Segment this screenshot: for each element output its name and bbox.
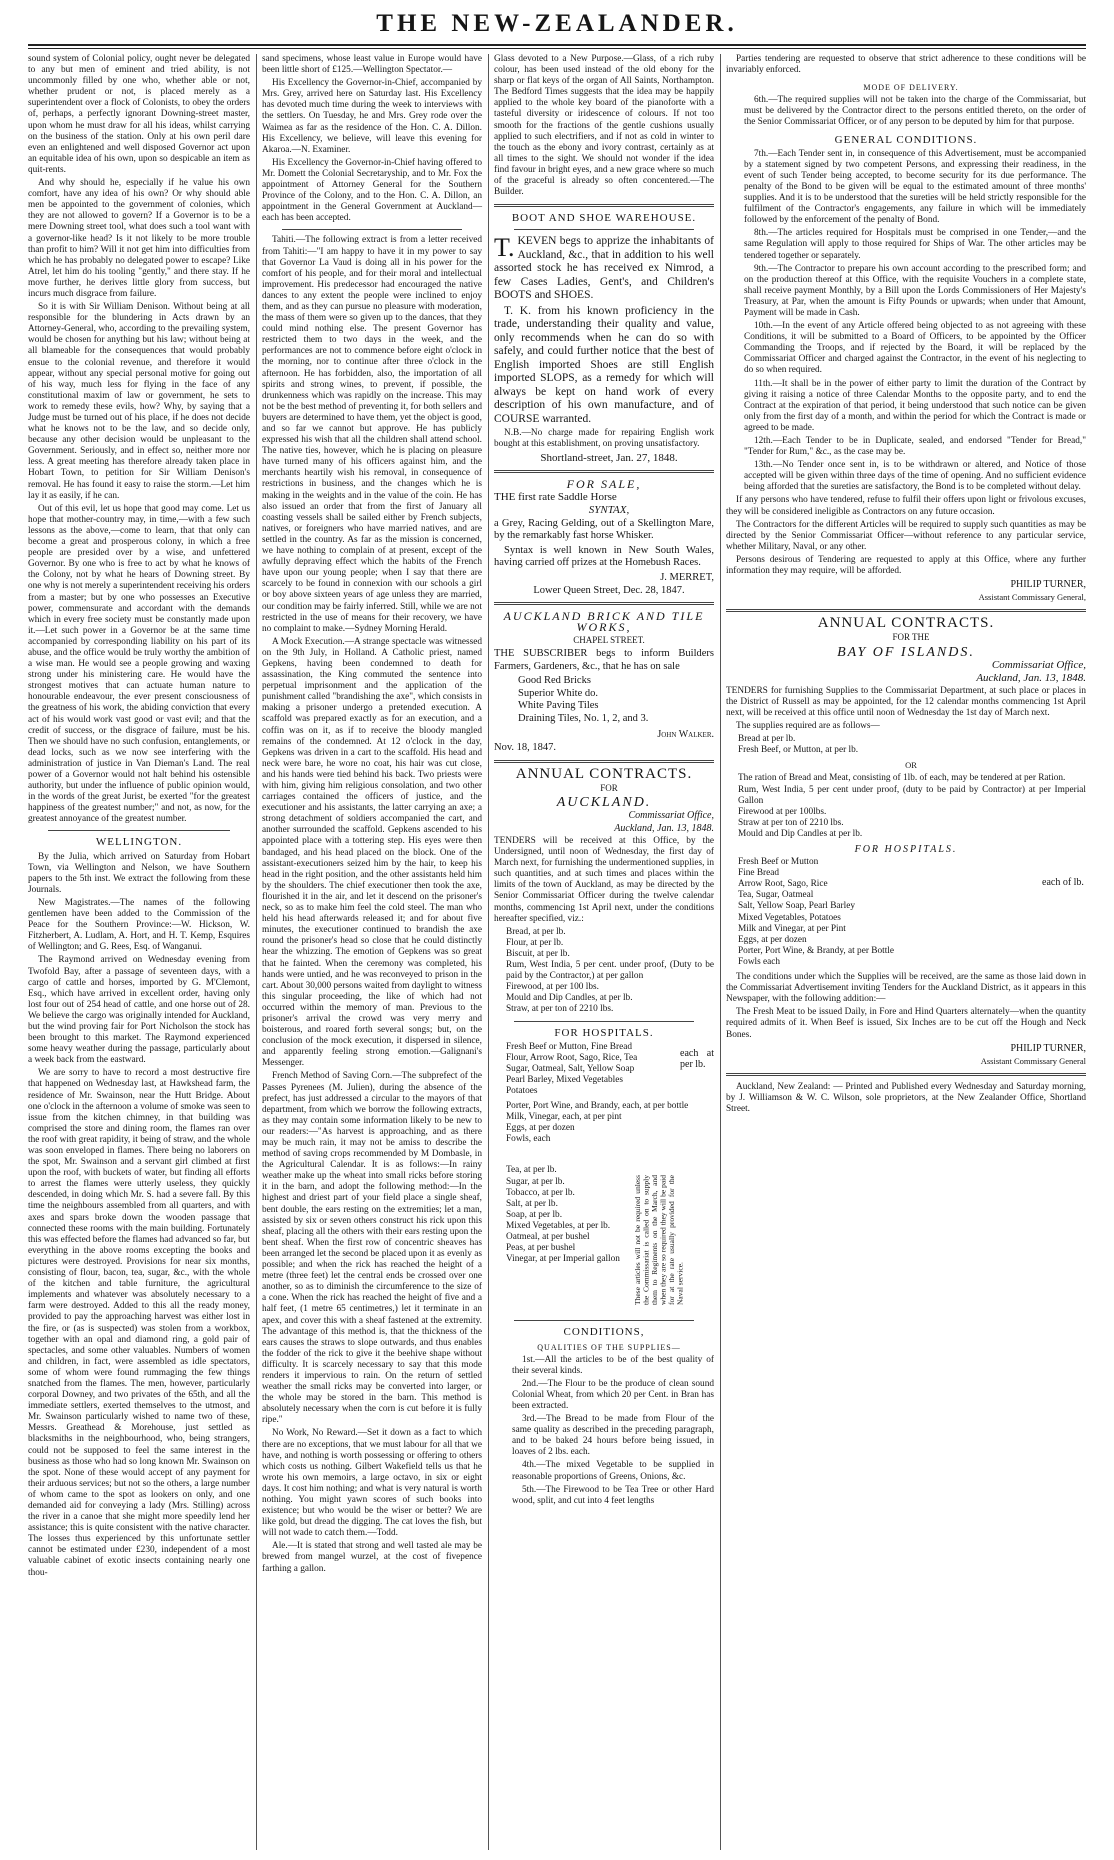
list-item: Rum, West India, 5 per cent under proof, (duty to be paid by Contractor) at per Imperial Gallon (738, 784, 1086, 806)
divider (726, 609, 1086, 612)
list-item: Sugar, Oatmeal, Salt, Yellow Soap (506, 1063, 635, 1074)
list-item: Salt, at per lb. (506, 1198, 558, 1209)
condition-item: 8th.—The articles required for Hospitals must be comprised in one Tender,—and the same Regulation will apply to those required for Ships of War. The other articles may be tendered together or separately. (744, 228, 1086, 261)
ad-annual-place: AUCKLAND. (556, 794, 652, 810)
list-item: Fowls each (738, 956, 781, 967)
conditions-heading: CONDITIONS, (563, 1326, 645, 1339)
bay-supplies-list-2 (738, 773, 1086, 840)
condition-item: If any persons who have tendered, refuse to fulfil their offers upon light or frivolous excuses, they will be considered ineligible as Contractors on any future occasion. (726, 495, 1086, 517)
list-item: Mould and Dip Candles at per lb. (738, 828, 863, 839)
hospitals-list (506, 1042, 714, 1097)
mode-delivery-heading: MODE OF DELIVERY. (863, 83, 959, 93)
list-item: Eggs, at per dozen (738, 934, 807, 945)
brace-label: each at per lb. (680, 1047, 714, 1070)
list-item: Milk and Vinegar, at per Pint (738, 923, 846, 934)
condition-item: 13th.—No Tender once sent in, is to be withdrawn or altered, and Notice of those accepted will be given within three days of the time of opening. And no sufficient evidence being afforded that the sureties are satisfactory, the Bond is to be completed without delay. (744, 460, 1086, 493)
article-paragraph: And why should he, especially if he value his own comfort, have any idea of his own? Or why should able men be appointed to the government of colonies, which they are not allowed to govern? If a Governor is to be a mere Downing street tool, what does such a tool want with a governor-like head? Is it not likely to be more trouble than profit to him? Will it not get him into difficulties from which he has probably no delegated power to escape? Like Atrel, let him do his tooling "gently," and there stay. If he move further, he derives little glory from success, but incurs much disgrace from failure. (28, 178, 250, 299)
ad-brick-date: Nov. 18, 1847. (494, 742, 557, 754)
condition-item: 10th.—In the event of any Article offered being objected to as not agreeing with these Conditions, it will be submitted to a Board of Officers, to be appointed by the Officer Commanding the Troops, and if rejected by the Board, it will be replaced by the Commissariat Officer and charged against the Contractor, in the event of his neglecting to do so when required. (744, 321, 1086, 376)
column-4 (726, 54, 1086, 1850)
list-item: Porter, Port Wine, & Brandy, at per Bottle (738, 945, 894, 956)
list-item: Sugar, at per lb. (506, 1176, 565, 1187)
article-paragraph: The Raymond arrived on Wednesday evening from Twofold Bay, after a passage of seventeen days, with a cargo of cattle and horses, imported by G. M'Clemont, Esq., which have arrived in excellent order, having only lost four out of 254 head of cattle, and one horse out of 28. We believe the cargo was originally intended for Auckland, but the wind proving fair for Port Nicholson the stock has been brought to this market. The Raymond experienced some heavy weather during the passage, particularly about a week back from the eastward. (28, 955, 250, 1066)
ad-bay-tail: The Fresh Meat to be issued Daily, in Fore and Hind Quarters alternately—when the quantity required admits of it. When Beef is issued, Six Inches are to be cut off the Hough and Neck Bones. (726, 1007, 1086, 1040)
ad-bay-intro: The supplies required are as follows— (736, 721, 880, 732)
ad-heading-boot-shoe: BOOT AND SHOE WAREHOUSE. (511, 212, 697, 225)
hospitals-heading: FOR HOSPITALS. (554, 1026, 654, 1039)
ad-sale-horse-name: SYNTAX, (588, 503, 630, 516)
ad-boot-date: Shortland-street, Jan. 27, 1848. (540, 451, 678, 464)
ad-bay-tail: The conditions under which the Supplies will be received, are the same as those laid down in the Commissariat Advertisement inviting Tenders for the Auckland District, as it appears in this Newspaper, with the following addition:— (726, 972, 1086, 1005)
ad-heading-for-sale: FOR SALE, (566, 476, 642, 491)
ad-boot-text: KEVEN begs to apprize the inhabitants of Auckland, &c., that in addition to his well assorted stock he has received ex Nimrod, a few Cases Ladies, Gent's, and Children's BOOTS and SHOES. (494, 235, 714, 302)
masthead: THE NEW-ZEALANDER. (376, 10, 738, 37)
condition-item: 12th.—Each Tender to be in Duplicate, sealed, and endorsed "Tender for Bread," "Tender for Rum," &c., as the case may be. (744, 436, 1086, 458)
ad-bay-body: TENDERS for furnishing Supplies to the Commissariat Department, at such place or places in the District of Russell as may be appointed, for the 12 calendar months commencing 1st April next, will be received at this office until noon of Wednesday the 1st day of March next. (726, 685, 1086, 718)
column-2 (262, 54, 482, 1850)
article-paragraph: We are sorry to have to record a most destructive fire that happened on Wednesday last, at Hawkshead farm, the residence of Mr. Swainson, near the Hutt Bridge. About one o'clock in the afternoon a volume of smoke was seen to issue from the kitchen chimney, in that building was comprised the store and dining room, the flames ran over the roof with great rapidity, it being of straw, and the whole was soon enveloped in flames. There being no laborers on the spot, Mr. Swainson and a servant girl climbed at first upon the roof, with buckets of water, but finding all efforts to arrest the flames were utterly useless, they quickly descended, in doing which Mr. S. had a severe fall. By this time the neighbours assembled from all quarters, and with axes and spars broke down the wooden passage that connected these rooms with the main building. Fortunately this was effected before the flames had advanced so far, but everything in the above rooms excepting the books and pictures were destroyed. Provisions for near six months, consisting of flour, bacon, tea, sugar, &c., with the whole of the kitchen and table furniture, the agricultural implements and whatever was absolutely necessary to a farm were destroyed. Added to this all the ready money, provided to pay the approaching harvest was either lost in the fire, or (as is suspected) was stolen from a workbox, together with an opal and diamond ring, a gold pair of spectacles, and some other valuables. Numbers of women and children, in fact, were assembled as idle spectators, some of whom were found rummaging the few things snatched from the flames. The men, however, particularly corporal Downey, and two privates of the 65th, and all the immediate settlers, exerted themselves to the utmost, and Mr. Swainson particularly wished to name two of these, Messrs. Greathead & Morehouse, just settled as blacksmiths in the neighbourhood, who, being strangers, could not be supposed to feel the same interest in the business as those who had so long known Mr. Swainson on the spot. None of these would accept of any payment for their arduous services; but not so the others, a large number of whom came to the spot as lookers on only, and one demanded aid for conveying a lady (Mrs. Stilling) across the river in a canoe that she might more speedily lend her assistance; this is quite consistent with the native character. The losses thus experienced by this unfortunate settler cannot be estimated under £230, independent of a most valuable cabinet of exotic insects containing nearly one thou- (28, 1068, 250, 1578)
list-item: Vinegar, at per Imperial gallon (506, 1254, 620, 1265)
article-paragraph: sound system of Colonial policy, ought never be delegated to any but men of eminent and tried ability, is not uncommonly filled by one who, whether able or not, whether prudent or not, is placed merely as a superintendent over a flock of Colonists, to obey the orders of, perhaps, a perfectly ignorant Downing-street master, upon whom he must draw for all his ideas, whilst carrying on the business of the station. Only at his own peril dare even an enlightened and well disposed Governor act upon an equitable idea of his own, upon so despicable an item as quit-rents. (28, 54, 250, 175)
article-mock-execution: A Mock Execution.—A strange spectacle was witnessed on the 9th July, in Holland. A Catholic priest, named Gepkens, having been condemned to death for assassination, the King commuted the sentence into perpetual imprisonment and the application of the punishment called "brandishing the axe", which consists in making a prisoner undergo a pretended execution. A scaffold was prepared exactly as for an execution, and a coffin was on it, as if to receive the bloody mangled remains of the condemned. At 12 o'clock in the day, Gepkens was driven in a cart to the scaffold. His head and neck were bare, he wore no coat, his hair was cut close, and his hands were tied behind his back. Two priests were with him, giving him religious consolation, and two other carriages contained the officers of justice, and the executioner and his assistants, the latter carrying an axe; a strong detachment of soldiers accompanied the cart, and another surrounded the scaffold. Gepkens ascended to his appointed place with a tottering step. His eyes were then bandaged, and his head placed on the block. One of the assistant-executioners seized him by the hair, to keep his head in the right position, and the other assistants held him by the shoulders. The chief executioner then took the axe, flourished it in the air, and let it descend on the prisoner's neck, so as to make him feel the cold steel. The man who held his head afterwards released it; and for about five minutes, the executioner continued to brandish the axe round the prisoner's head so close that he could distinctly hear the whizzing. The emotion of Gepkens was so great that he fainted. When the ceremony was completed, his hands were untied, and he was reconveyed to prison in the cart. About 30,000 persons waited from daylight to witness this singular proceeding, the like of which had not occurred within the memory of man. Previous to the prisoner's arrival the crowd was very merry and boisterous, and roared forth several songs; but, on the conclusion of the mock execution, it dispersed in silence, and apparently feeling strong emotion.—Galignani's Messenger. (262, 636, 482, 1069)
list-item: The ration of Bread and Meat, consisting of 1lb. of each, may be tendered at per Ration. (738, 773, 1066, 784)
list-item: Fine Bread (738, 868, 780, 879)
ad-brick-body: THE SUBSCRIBER begs to inform Builders Farmers, Gardeners, &c., that he has on sale (494, 648, 714, 672)
divider (726, 1073, 1086, 1076)
ad-boot-body (494, 235, 714, 303)
ad-annual-for: FOR (600, 782, 618, 793)
divider (514, 229, 694, 230)
divider (48, 830, 230, 831)
bay-hospitals-list (738, 857, 1086, 968)
general-conditions-heading: GENERAL CONDITIONS. (834, 133, 978, 146)
list-item: Oatmeal, at per bushel (506, 1232, 590, 1242)
list-item: Fresh Beef or Mutton, Fine Bread (506, 1041, 633, 1052)
ad-heading-annual-contracts-bay: ANNUAL CONTRACTS. (817, 615, 995, 632)
list-item: White Paving Tiles (518, 700, 599, 712)
list-item: Tea, Sugar, Oatmeal (738, 890, 814, 901)
list-item: Straw at per ton of 2210 lbs. (738, 817, 844, 828)
list-item: Flour, Arrow Root, Sago, Rice, Tea (506, 1052, 638, 1063)
list-item: Firewood, at per 100 lbs. (506, 982, 599, 993)
divider (494, 470, 714, 473)
list-item: Superior White do. (518, 687, 599, 699)
condition-item: The Contractors for the different Articles will be required to supply such quantities as may be directed by the Senior Commissariat Officer—without reference to any particular service, whether Military, Naval, or any other. (726, 519, 1086, 552)
list-item: Mould and Dip Candles, at per lb. (506, 993, 633, 1004)
condition-item: 2nd.—The Flour to be the produce of clean sound Colonial Wheat, from which 20 per Cent. in Bran has been extracted. (512, 1378, 714, 1411)
list-item: Milk, Vinegar, each, at per pint (506, 1112, 622, 1123)
list-item: Pearl Barley, Mixed Vegetables (506, 1074, 623, 1085)
brace-label: each of lb. (1042, 877, 1084, 889)
list-item: Porter, Port Wine, and Brandy, each, at per bottle (506, 1101, 689, 1112)
list-item: Peas, at per bushel (506, 1243, 576, 1254)
ad-bay-for: FOR THE (892, 632, 930, 643)
article-paragraph: By the Julia, which arrived on Saturday from Hobart Town, via Wellington and Nelson, we have Southern papers to the 5th inst. We extract the following from these Journals. (28, 851, 250, 895)
article-paragraph: So it is with Sir William Denison. Without being at all responsible for the blundering in Acts drawn by an Attorney-General, who, according to the prevailing system, would be chosen for anything but his law; without being at all blameable for the consequences that would probably ensue to the colonial revenue, and therefore it would appear, without any special personal motive for going out of his way, much less for flying in the face of any constitutional maxim of law or government, he sets to work to remedy these evils, how? Why, by saying that a Judge must be turned out of his place, if he does not decide what he knows not to be the law, and so decide only, because any other decision would be unpleasant to the Government. Seriously, and in effect so, neither more nor less. A great meeting has therefore already taken place in Hobart Town, to petition for Sir William Denison's removal. He has found it easy to raise the storm.—Let him lay it as easily, if he can. (28, 302, 250, 501)
signature-title: Assistant Commissary General (980, 1055, 1086, 1066)
signature-title: Assistant Commissary General, (978, 592, 1086, 603)
article-paragraph: His Excellency the Governor-in-Chief having offered to Mr. Domett the Colonial Secretaryship, and to Mr. Fox the appointment of Attorney General for the Southern Province of the Colony, and to the Hon. C. A. Dillon, an appointment in the General Government at Auckland—each has been accepted. (262, 157, 482, 224)
article-glass: Glass devoted to a New Purpose.—Glass, of a rich ruby colour, has been used instead of the old ebony for the sharp or flat keys of the organ of All Saints, Northampton. The Bedford Times suggests that the idea may be happily applied to the whole key board of the pianoforte with a tasteful diversity or iridescence of colours. If not too smooth for the fractions of the gentle cushions usually applied to such electrifiers, and if not as cold in winter to the touch as the ebony and ivory contrast, certainly as at all times to the sight. We should not wonder if the idea find favour in bright eyes, and a new grace where so much of the graceful is already so often concentered.—The Builder. (494, 54, 714, 198)
divider (494, 760, 714, 763)
list-item: Rum, West India, 5 per cent. under proof, (Duty to be paid by the Contractor,) at per gallon (506, 960, 714, 982)
condition-item: 7th.—Each Tender sent in, in consequence of this Advertisement, must be accompanied by a statement signed by two competent Persons, and expressing their readiness, in the event of such Tender being accepted, to become security for its due performance. The penalty of the Bond to be given will be equal to the estimated amount of three months' supplies. And it is to be understood that the sureties will be held strictly responsible for the fulfilment of the Contractor's engagements, any failure in which will be immediately followed by the enforcement of the penalty of Bond. (744, 148, 1086, 226)
list-item: Tobacco, at per lb. (506, 1187, 575, 1198)
hospitals-list-2 (506, 1101, 714, 1145)
list-item: Bread at per lb. (738, 734, 796, 745)
ad-bay-or: OR (905, 760, 917, 771)
ad-sale-line: THE first rate Saddle Horse (494, 490, 617, 503)
list-item: Arrow Root, Sago, Rice (738, 879, 828, 890)
article-paragraph: Parties tendering are requested to observe that strict adherence to these conditions will be invariably enforced. (726, 54, 1086, 76)
divider (514, 1021, 694, 1022)
ad-sale-address: Lower Queen Street, Dec. 28, 1847. (533, 584, 685, 596)
divider (282, 229, 462, 230)
list-item: Mixed Vegetables, at per lb. (506, 1220, 611, 1231)
ad-brick-signature: John Walker. (657, 729, 714, 741)
divider (514, 1320, 694, 1321)
ad-brick-sub: CHAPEL STREET. (573, 635, 645, 646)
ad-heading-brick-tile: AUCKLAND BRICK AND TILE WORKS, (503, 609, 705, 635)
ad-bay-date: Auckland, Jan. 13, 1848. (976, 671, 1086, 684)
signature: PHILIP TURNER, (1010, 579, 1086, 591)
article-paragraph: sand specimens, whose least value in Europe would have been little short of £125.—Wellington Spectator.— (262, 54, 482, 76)
ad-annual-date: Auckland, Jan. 13, 1848. (614, 822, 714, 834)
column-divider (720, 54, 721, 1850)
ad-boot-paragraph: T. K. from his known proficiency in the trade, understanding their quality and value, only recommends when he can do so with safely, and could further notice that the best of English imported Shoes are still English imported SLOPS, as a remedy for which will always be kept on hand work of every description of his own manufacture, and of COURSE warranted. (494, 304, 714, 425)
condition-item: 6th.—The required supplies will not be taken into the charge of the Commissariat, but must be delivered by the Contractor direct to the persons entitled thereto, on the order of the Senior Commissariat Officer, or of any person to be deputed by him for that purpose. (744, 95, 1086, 128)
list-item: Good Red Bricks (518, 675, 591, 687)
masthead-rule (28, 44, 1086, 46)
drop-cap: T. (494, 233, 515, 263)
list-item: Soap, at per lb. (506, 1209, 563, 1220)
column-divider (256, 54, 257, 1850)
article-paragraph: New Magistrates.—The names of the following gentlemen have been added to the Commission of the Peace for the Southern Province:—W. Hickson, W. Fitzherbert, A. Ludlam, A. Hort, and H. T. Kemp, Esquires of Wellington; and G. Rees, Esq. of Wanganui. (28, 897, 250, 953)
article-paragraph: Out of this evil, let us hope that good may come. Let us hope that mother-country may, in time,—with a few such lessons as the above,—come to learn, that that only can become a great and prosperous colony, in which a free people are presided over by a wise, and unfettered Governor. By one who is free to act by what he knows of the Colony, not by what he hears of Downing street. By one why is not merely a superintendent receiving his orders from a master; but by one who possesses an Executive power, commensurate and accordant with the demands which in every free society must be constantly made upon it.—Let such power in a Governor be at the same time accompanied by corresponding liability on his part of its abuse, and the office would be truly worthy the ambition of a wise man. He would see a people growing and waxing strong under his ministering care. He would have the strongest motives that can actuate human nature to honourable endeavour, the ever present consciousness of the greatness of his work, the abiding conviction that every act of his would work vast good or vast evil; and that the credit of success, or the disgrace of failure, must be his. Then we should have no such confusion, entanglements, or dead locks, such as we now see interfering with the administration of justice in Van Dieman's Land. The real power of a Governor would not halt behind his ostensible authority, but under the influence of public opinion would, in the words of the great Jurist, be exerted "for the greatest happiness of the greatest number;" and not, as now, for the greatest annoyance of the greatest number. (28, 503, 250, 825)
ad-bay-place: BAY OF ISLANDS. (837, 644, 975, 660)
list-item: Potatoes (506, 1085, 538, 1096)
list-item: Draining Tiles, No. 1, 2, and 3. (518, 712, 649, 724)
condition-item: 4th.—The mixed Vegetable to be supplied in reasonable proportions of Greens, Onions, &c. (512, 1460, 714, 1482)
column-divider (488, 54, 489, 1850)
bay-hospitals-heading: FOR HOSPITALS. (854, 844, 958, 855)
ad-heading-annual-contracts: ANNUAL CONTRACTS. (515, 765, 693, 782)
condition-item: 3rd.—The Bread to be made from Flour of the same quality as described in the preceding paragraph, and to be baked 24 hours before being issued, in loaves of 2 lbs. each. (512, 1414, 714, 1458)
ad-sale-body: a Grey, Racing Gelding, out of a Skellington Mare, by the remarkably fast horse Whisker. (494, 517, 714, 542)
list-item: Fresh Beef or Mutton (738, 857, 819, 868)
ad-sale-body: Syntax is well known in New South Wales, having carried off prizes at the Homebush Races. (494, 544, 714, 569)
condition-item: 11th.—It shall be in the power of either party to limit the duration of the Contract by giving it raising a notice of three Calendar Months to the opposite party, and to end the Contract at the expiration of that period, it being understood that such notice can be given only from the first day of a month, and within the period for which the Contract is made or agreed to be made. (744, 378, 1086, 433)
list-item: Fowls, each (506, 1134, 551, 1145)
list-item: Straw, at per ton of 2210 lbs. (506, 1004, 614, 1015)
list-item: Firewood at per 100lbs. (738, 806, 827, 817)
list-item: Fresh Beef, or Mutton, at per lb. (738, 745, 859, 756)
ad-annual-office: Commissariat Office, (628, 809, 714, 821)
list-item: Biscuit, at per lb. (506, 948, 570, 959)
list-item: Eggs, at per dozen (506, 1123, 575, 1134)
divider (494, 204, 714, 207)
imprint: Auckland, New Zealand: — Printed and Published every Wednesday and Saturday morning, by J. Williamson & W. C. Wilson, sole proprietors, at the New Zealander Office, Shortland Street. (726, 1081, 1086, 1114)
list-item: Bread, at per lb. (506, 926, 566, 937)
list-item: Flour, at per lb. (506, 937, 564, 948)
masthead-rule-thin (28, 48, 1086, 49)
column-1 (28, 54, 250, 1850)
supplies-list (506, 927, 714, 1016)
condition-item: Persons desirous of Tendering are requested to apply at this Office, where any further information they may require, will be afforded. (726, 554, 1086, 577)
article-tahiti: Tahiti.—The following extract is from a letter received from Tahiti:—"I am happy to have it in my power to say that Governor La Vaud is doing all in his power for the comfort of his people, and for their moral and intellectual improvement. His predecessor had encouraged the native dances to any extent the people were inclined to enjoy them, and as they can pursue no pleasure with moderation, the mass of them were so given up to the dances, that they could mind nothing else. The present Governor has restricted them to two days in the week, and the performances are not to commence before eight o'clock in the morning, nor to continue after three o'clock in the afternoon. He has forbidden, also, the importation of all spirits and strong wines, to prevent, if possible, the drunkenness which was rapidly on the increase. This may not be the best method of preventing it, for both sellers and buyers are determined to have them, yet the object is good, and so far we cannot but approve. He has publicly expressed his wish that all the children shall attend school. The native ties, however, which he is placing on pleasure have turned many of his officers against him, and the merchants heartily wish his removal, in consequence of restrictions in business, and the changes which he is making in the weights and in the value of the coin. He has also issued an order that from the first of January all coasting vessels shall be sailed either by French subjects, natives, or foreigners who have married natives, and are settled in the country. As far as the mission is concerned, we have nothing to complain of at present, except of the awfully depraving effect which the habits of the French have upon our young people; when I say that there are scarcely to be found in connexion with our schools a girl or boy above sixteen years of age unless they are married, our condition may be fairly inferred. Still, while we are not restricted in the use of means for their recovery, we have no complaint to make.—Sydney Morning Herald. (262, 235, 482, 634)
article-saving-corn: French Method of Saving Corn.—The subprefect of the Passes Pyrenees (M. Julien), during the absence of the prefect, has just addressed a circular to the mayors of that department, from which we borrow the following extracts, as they may contain some information likely to be new to our readers:—"As harvest is approaching, and as there may be much rain, it may not be amiss to describe the method of saving crops recommended by M Dombasle, in the Agricultural Calendar. It is as follows:—In rainy weather make up the wheat into small ricks before storing it in the barn, and adopt the following method:—In the highest and driest part of your field place a single sheaf, bent double, the ears resting on the extremities; let a man, assisted by six or seven others construct his rick upon this sheaf, placing all the others with their ears resting upon the bent sheaf. When the first row of concentric sheaves has been arranged let the second be placed upon it as evenly as possible; and when the rick has reached the height of a metre (three feet) let the central ends be crossed over one another, so as to diminish the circumference to the size of a cone. When the rick has reached the height of five and a half feet, (1 metre 65 centimetres,) let it terminate in an apex, and cover this with a sheaf fastened at the extremity. The advantage of this method is, that the thickness of the ears causes the straws to slope outwards, and thus enables the fodder of the rick to give it the beehive shape without difficulty. It is scarcely necessary to say that this mode renders it impervious to rain. On the return of settled weather the small ricks may be converted into larger, or the whole may be stored in the barn. This method is absolutely necessary when the corn is cut before it is fully ripe." (262, 1071, 482, 1426)
ad-bay-office: Commissariat Office, (991, 658, 1086, 671)
list-item: Tea, at per lb. (506, 1165, 557, 1176)
ad-brick-list (518, 675, 714, 725)
section-heading-wellington: WELLINGTON. (95, 836, 183, 849)
ad-annual-body: TENDERS will be received at this Office, by the Undersigned, until noon of Wednesday, the first day of March next, for furnishing the undermentioned supplies, in such quantities, and at such times and places within the limits of the town of Auckland, as may be directed by the Senior Commissariat Officer during the twelve calendar months, commencing 1st April next, under the conditions hereafter specified, viz.: (494, 836, 714, 924)
signature: PHILIP TURNER, (1010, 1042, 1086, 1054)
vertical-note: These articles will not be required unless the Commissariat is called on to supply them to Regiments on the March, and when they are so required they will be paid for at the rate usually provided for the Naval service. (633, 1175, 685, 1306)
condition-item: 9th.—The Contractor to prepare his own account according to the prescribed form; and on the production thereof at this Office, with the requisite Vouchers in a complete state, shall receive payment Monthly, by a Bill upon the Lords Commissioners of Her Majesty's Treasury, at Par, when the amount is Fifty Pounds or upwards; when under that Amount, Payment will be made in Cash. (744, 263, 1086, 318)
condition-item: 5th.—The Firewood to be Tea Tree or other Hard wood, split, and cut into 4 feet lengths (512, 1484, 714, 1506)
ad-boot-note: N.B.—No charge made for repairing English work bought at this establishment, on proving unsatisfactory. (494, 428, 714, 450)
condition-item: 1st.—All the articles to be of the best quality of their several kinds. (512, 1354, 714, 1376)
conditions-subheading: QUALITIES OF THE SUPPLIES— (537, 1342, 681, 1352)
ad-sale-signature: J. MERRET, (660, 571, 714, 583)
column-3 (494, 54, 714, 1850)
bay-supplies-list (738, 734, 1086, 756)
article-no-work: No Work, No Reward.—Set it down as a fact to which there are no exceptions, that we must labour for all that we have, and nothing is worth possessing or offering to others which costs us nothing. Gilbert Wakefield tells us that he wrote his own memoirs, a large octavo, in six or eight days. It cost him nothing; and what is very natural is worth nothing. You might yawn scores of such books into existence; but who would be the wiser or better? We are like gold, but dread the digging. The cat loves the fish, but will not wade to catch them.—Todd. (262, 1428, 482, 1539)
list-item: Salt, Yellow Soap, Pearl Barley (738, 901, 855, 912)
article-ale: Ale.—It is stated that strong and well tasted ale may be brewed from mangel wurzel, at the cost of fivepence farthing a gallon. (262, 1541, 482, 1574)
article-paragraph: His Excellency the Governor-in-Chief, accompanied by Mrs. Grey, arrived here on Saturday last. His Excellency has devoted much time during the week to interviews with the settlers. On Tuesday, he and Mrs. Grey rode over the Waimea as far as the residence of the Hon. C. A. Dillon. His Excellency, we believe, will leave this evening for Akaroa.—N. Examiner. (262, 78, 482, 155)
naval-supplies-block (494, 1165, 714, 1315)
divider (494, 602, 714, 605)
naval-supplies-list (506, 1165, 626, 1265)
list-item: Mixed Vegetables, Potatoes (738, 912, 841, 923)
